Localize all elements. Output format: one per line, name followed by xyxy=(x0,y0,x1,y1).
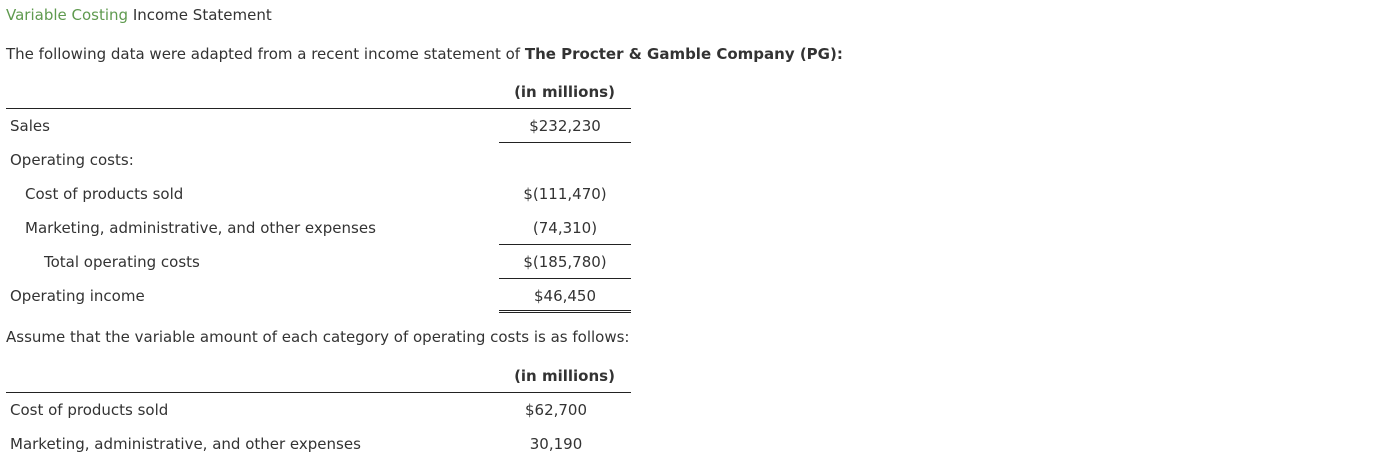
heading-title: Income Statement xyxy=(132,6,272,24)
table-row-operating-income xyxy=(6,279,631,313)
row-label: Marketing, administrative, and other expenses xyxy=(10,435,361,453)
section-heading xyxy=(6,5,272,25)
row-label: Cost of products sold xyxy=(10,401,169,419)
row-value: $62,700 xyxy=(524,401,588,419)
row-value xyxy=(499,143,631,177)
row-value: 30,190 xyxy=(529,435,583,453)
intro-text: The following data were adapted from a recent income statement of xyxy=(6,45,525,63)
table-row-marketing xyxy=(6,211,631,245)
variable-costs-table xyxy=(6,360,631,461)
row-label: Operating income xyxy=(10,287,145,305)
row-value: $(185,780) xyxy=(499,245,631,279)
column-header: (in millions) xyxy=(514,367,615,385)
row-value: $232,230 xyxy=(499,109,631,143)
intro-paragraph xyxy=(6,44,843,64)
table-header xyxy=(6,360,631,393)
table-row-operating-costs xyxy=(6,143,631,177)
table-row-cost-of-products xyxy=(6,393,631,427)
variable-costing-link[interactable]: Variable Costing xyxy=(6,6,129,24)
row-label: Marketing, administrative, and other expenses xyxy=(25,219,376,237)
row-label: Sales xyxy=(10,117,50,135)
income-statement-table xyxy=(6,76,631,313)
table-row-marketing xyxy=(6,427,631,461)
row-label: Operating costs: xyxy=(10,151,134,169)
row-value: $(111,470) xyxy=(523,185,607,203)
row-label: Total operating costs xyxy=(44,253,200,271)
table-row-total-operating-costs xyxy=(6,245,631,279)
company-name: The Procter & Gamble Company (PG): xyxy=(524,45,843,63)
table-row-sales xyxy=(6,109,631,143)
row-value: (74,310) xyxy=(499,211,631,245)
table-row-cost-of-products xyxy=(6,177,631,211)
row-label: Cost of products sold xyxy=(25,185,184,203)
table-header xyxy=(6,76,631,109)
row-value: $46,450 xyxy=(499,279,631,313)
column-header: (in millions) xyxy=(514,83,615,101)
assumption-paragraph: Assume that the variable amount of each category of operating costs is as follows: xyxy=(6,328,630,346)
